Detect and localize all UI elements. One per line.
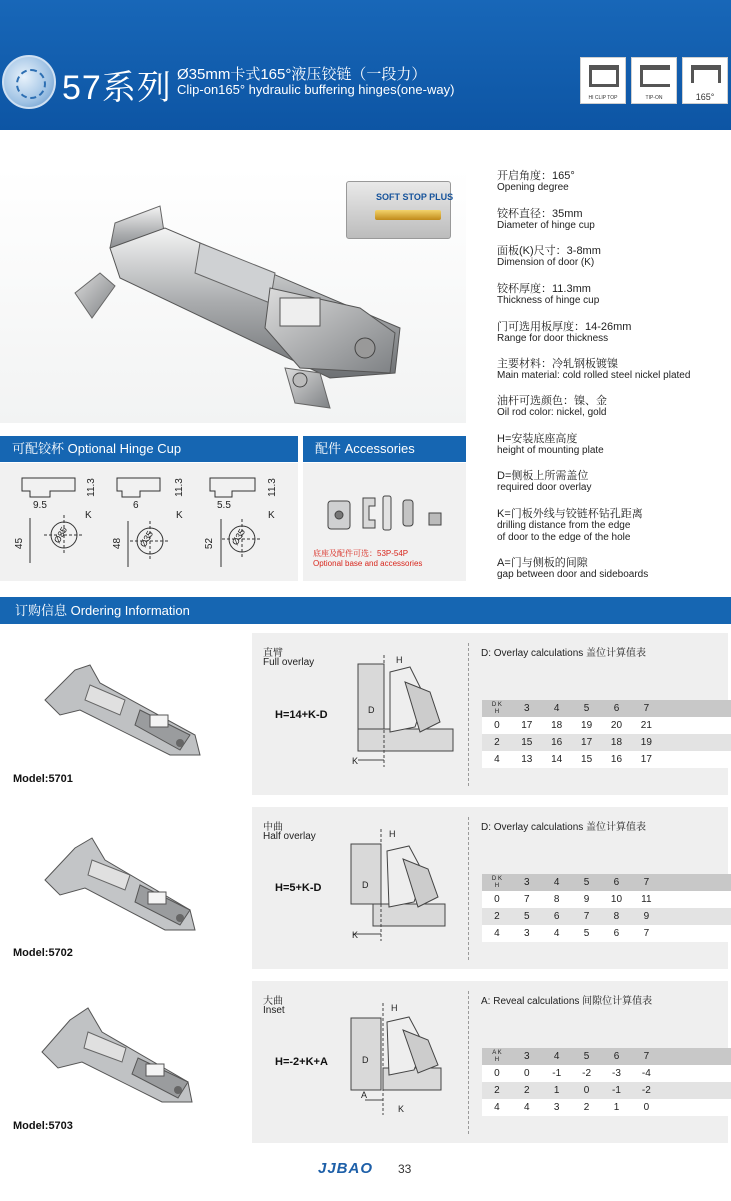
formula-5702: H=5+K-D [275, 882, 322, 894]
hinge-cup-drawings-icon [0, 463, 298, 581]
cup1-side-dimension: 45 [14, 537, 26, 550]
calc-table-5703: A K H 3 4 5 6 7 0 0 -1 -2 -3 -4 2 2 1 0 -1 -2 4 4 3 2 1 0 [482, 1048, 731, 1116]
cup1-k-label: K [85, 510, 92, 521]
overlay-diagram-5701-icon [350, 652, 456, 770]
diagram-5703-k: K [398, 1104, 405, 1114]
model-5702-label: Model:5702 [13, 947, 73, 959]
divider [468, 643, 469, 786]
cup2-depth-dimension: 11.3 [173, 478, 185, 497]
spec-door-dimension: 面板(K)尺寸：3-8mm Dimension of door (K) [497, 245, 601, 268]
cup3-side-dimension: 52 [204, 537, 216, 550]
diagram-5703-d: D [362, 1055, 369, 1065]
diagram-5701-h: H [396, 655, 403, 665]
calc-title-5702: D: Overlay calculations 盖位计算值表 [481, 822, 647, 833]
cup2-k-label: K [176, 510, 183, 521]
formula-5701: H=14+K-D [275, 709, 328, 721]
product-title-en: Clip-on165° hydraulic buffering hinges(one-way) [177, 82, 455, 97]
accessories-note: 底座及配件可选：53P-54P Optional base and accessories [313, 549, 423, 568]
diagram-5703-a: A [361, 1090, 368, 1100]
damper-rod-icon [375, 210, 441, 220]
spec-h-definition: H=安装底座高度 height of mounting plate [497, 433, 604, 456]
divider [468, 817, 469, 960]
table-row: 2 15 16 17 18 19 [482, 734, 731, 751]
tip-on-icon: TIP-ON [631, 57, 677, 104]
spec-a-definition: A=门与侧板的间隙 gap between door and sideboards [497, 557, 649, 580]
diagram-5701-d: D [368, 705, 375, 715]
diagram-5701-k: K [352, 756, 359, 766]
type-en-5703: Inset [263, 1005, 285, 1016]
calc-table-5701: D K H 3 4 5 6 7 0 17 18 19 20 21 2 15 16 17 18 19 4 13 14 15 16 17 [482, 700, 731, 768]
corner-label: A K H [482, 1048, 512, 1065]
table-row: 2 2 1 0 -1 -2 [482, 1082, 731, 1099]
diagram-5703-h: H [391, 1003, 398, 1013]
diagram-5702-d: D [362, 880, 369, 890]
reveal-diagram-5703-icon [345, 1000, 451, 1118]
spec-d-definition: D=侧板上所需盖位 required door overlay [497, 470, 592, 493]
model-5701-label: Model:5701 [13, 773, 73, 785]
divider [468, 991, 469, 1134]
table-row: 0 0 -1 -2 -3 -4 [482, 1065, 731, 1082]
cup1-diameter: Ø35 [51, 525, 70, 545]
type-cn-5702: 中曲 [263, 822, 283, 833]
model-5703-label: Model:5703 [13, 1120, 73, 1132]
hi-clip-top-icon: HI CLIP TOP [580, 57, 626, 104]
spec-opening-degree: 开启角度：165° Opening degree [497, 170, 575, 193]
formula-5703: H=-2+K+A [275, 1056, 328, 1068]
angle-165-icon: 165° [682, 57, 728, 104]
cup1-depth-dimension: 11.3 [85, 478, 97, 497]
table-row: 4 13 14 15 16 17 [482, 751, 731, 768]
hinge-5701-photo-icon [30, 655, 210, 765]
type-cn-5701: 直臂 [263, 648, 283, 659]
diagram-5702-h: H [389, 829, 396, 839]
table-row: 0 7 8 9 10 11 [482, 891, 731, 908]
spec-cup-diameter: 铰杯直径：35mm Diameter of hinge cup [497, 208, 595, 231]
accessories-header: 配件 Accessories [303, 436, 466, 462]
spec-door-thickness: 门可选用板厚度：14-26mm Range for door thickness [497, 321, 632, 344]
accessories-parts-icon [303, 463, 466, 543]
corner-label: D K H [482, 874, 512, 891]
hinge-5702-photo-icon [30, 830, 210, 940]
footer-brand-logo: JJBAO [318, 1160, 374, 1177]
page-number: 33 [398, 1162, 412, 1176]
cup3-top-dimension: 5.5 [217, 500, 231, 511]
spec-material: 主要材料：冷轧钢板镀镍 Main material: cold rolled steel nickel plated [497, 358, 691, 381]
type-cn-5703: 大曲 [263, 996, 283, 1007]
calc-title-5701: D: Overlay calculations 盖位计算值表 [481, 648, 647, 659]
cup2-diameter: Ø35 [137, 529, 156, 549]
table-row: 4 3 4 5 6 7 [482, 925, 731, 942]
cup2-top-dimension: 6 [133, 500, 139, 511]
optional-hinge-cup-header: 可配铰杯 Optional Hinge Cup [0, 436, 298, 462]
calc-title-5703: A: Reveal calculations 间隙位计算值表 [481, 996, 653, 1007]
product-title-cn: Ø35mm卡式165°液压铰链（一段力） [177, 66, 427, 83]
spec-oil-rod-color: 油杆可选颜色：镍、金 Oil rod color: nickel, gold [497, 395, 607, 418]
overlay-diagram-5702-icon [345, 826, 451, 944]
spec-cup-thickness: 铰杯厚度：11.3mm Thickness of hinge cup [497, 283, 600, 306]
spec-k-definition: K=门板外线与铰链杯钻孔距离 drilling distance from the edge of door to the edge of the hole [497, 508, 643, 543]
cup2-side-dimension: 48 [112, 537, 124, 550]
calc-table-5702: D K H 3 4 5 6 7 0 7 8 9 10 11 2 5 6 7 8 9 4 3 4 5 6 7 [482, 874, 731, 942]
type-en-5701: Full overlay [263, 657, 315, 668]
diagram-5702-k: K [352, 930, 359, 940]
soft-stop-plus-label: SOFT STOP PLUS [376, 192, 454, 202]
ordering-information-header: 订购信息 Ordering Information [0, 597, 731, 624]
corner-label: D K H [482, 700, 512, 717]
table-row: 4 4 3 2 1 0 [482, 1099, 731, 1116]
type-en-5702: Half overlay [263, 831, 316, 842]
brand-emblem-icon [2, 55, 56, 109]
cup3-depth-dimension: 11.3 [266, 478, 278, 497]
series-title: 57系列 [62, 69, 172, 107]
cup3-diameter: Ø35 [229, 527, 248, 547]
cup3-k-label: K [268, 510, 275, 521]
hinge-5703-photo-icon [30, 1000, 210, 1110]
hinge-cup-panel [0, 463, 298, 581]
table-row: 0 17 18 19 20 21 [482, 717, 731, 734]
cup1-top-dimension: 9.5 [33, 500, 47, 511]
table-row: 2 5 6 7 8 9 [482, 908, 731, 925]
